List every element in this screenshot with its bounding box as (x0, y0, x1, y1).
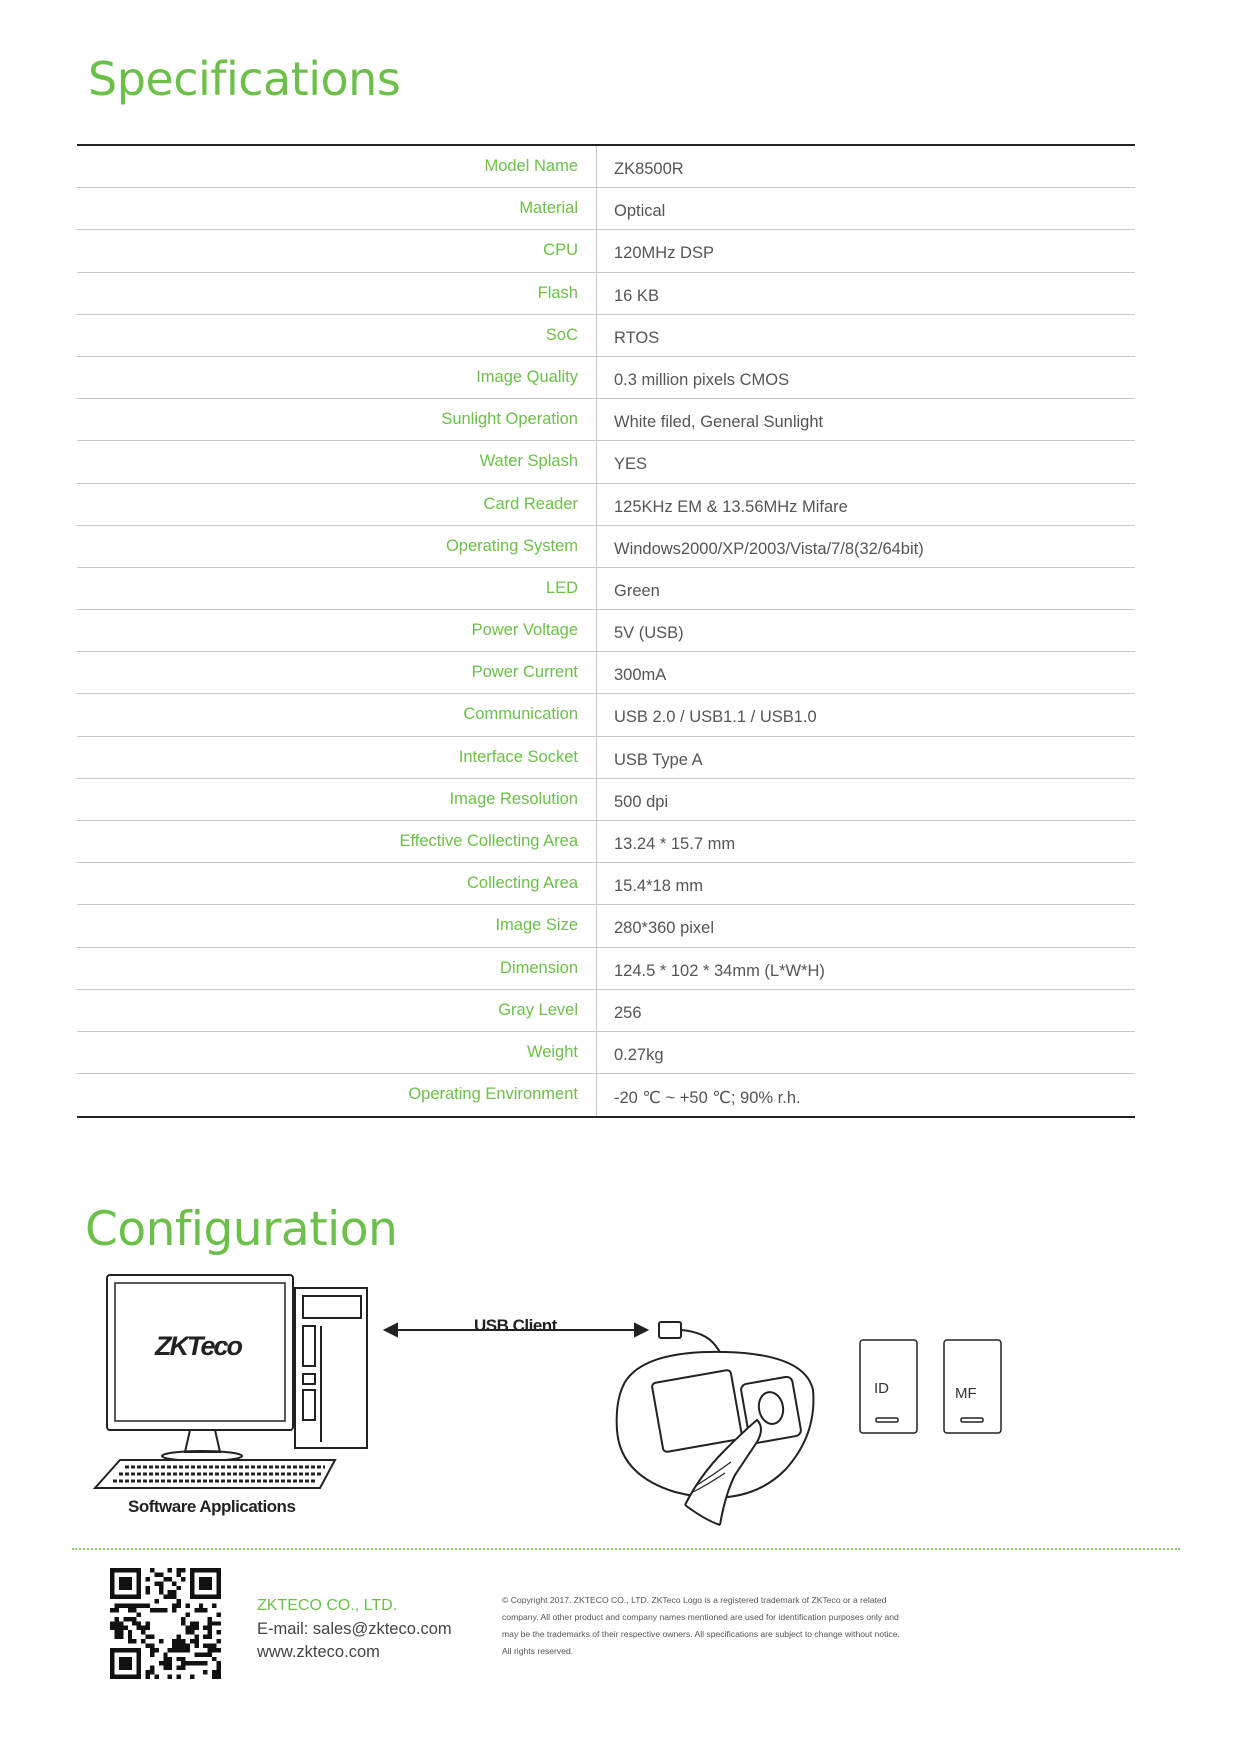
company-name: ZKTECO CO., LTD. (257, 1597, 398, 1614)
spec-label: Image Size (495, 916, 578, 935)
spec-row (77, 821, 1135, 863)
configuration-title: Configuration (85, 1202, 398, 1257)
spec-row (77, 652, 1135, 694)
spec-value: -20 ℃ ~ +50 ℃; 90% r.h. (596, 1074, 1135, 1116)
spec-value: 16 KB (596, 273, 1135, 314)
spec-label: Model Name (484, 157, 578, 175)
company-website: www.zkteco.com (257, 1643, 380, 1661)
spec-label: Dimension (500, 958, 578, 977)
spec-row (77, 568, 1135, 610)
copyright-notice: © Copyright 2017. ZKTECO CO., LTD. ZKTeco Logo is a registered trademark of ZKTeco or a related company. All other product and company names mentioned are used for identification purposes only and may be the trademarks of their respective owners. All specifications are subject to change without notice. All rights reserved. (502, 1595, 900, 1656)
spec-value: 5V (USB) (596, 610, 1135, 651)
spec-label: Flash (537, 283, 578, 302)
spec-row (77, 146, 1135, 188)
qr-code (110, 1568, 221, 1679)
spec-row (77, 357, 1135, 399)
specifications-title: Specifications (88, 52, 401, 106)
spec-label: Image Quality (476, 367, 578, 386)
spec-value: 13.24 * 15.7 mm (596, 821, 1135, 862)
spec-label: Card Reader (483, 494, 578, 513)
spec-label: Operating Environment (408, 1085, 578, 1104)
spec-value: 124.5 * 102 * 34mm (L*W*H) (596, 948, 1135, 989)
spec-value: 125KHz EM & 13.56MHz Mifare (596, 484, 1135, 525)
spec-value: 280*360 pixel (596, 905, 1135, 946)
id-card-label: ID (874, 1380, 889, 1397)
spec-value: Windows2000/XP/2003/Vista/7/8(32/64bit) (596, 526, 1135, 567)
spec-label: Power Voltage (471, 621, 578, 640)
spec-value: 300mA (596, 652, 1135, 693)
spec-row (77, 1032, 1135, 1074)
specifications-table (77, 144, 1135, 1118)
spec-value: 15.4*18 mm (596, 863, 1135, 904)
keyboard-illustration (95, 1460, 335, 1488)
mf-card-label: MF (955, 1385, 977, 1402)
spec-row (77, 990, 1135, 1032)
spec-value: USB Type A (596, 737, 1135, 778)
monitor-illustration (107, 1275, 293, 1461)
spec-label: Interface Socket (458, 747, 578, 766)
spec-label: LED (545, 578, 578, 597)
spec-row (77, 441, 1135, 483)
spec-value: YES (596, 441, 1135, 482)
company-email: E-mail: sales@zkteco.com (257, 1620, 452, 1638)
spec-row (77, 315, 1135, 357)
spec-row (77, 610, 1135, 652)
spec-value: 120MHz DSP (596, 230, 1135, 271)
spec-row (77, 948, 1135, 990)
fingerprint-reader-illustration (617, 1352, 814, 1525)
spec-row (77, 779, 1135, 821)
spec-label: CPU (543, 241, 578, 260)
spec-label: Operating System (445, 536, 578, 555)
spec-row (77, 905, 1135, 947)
spec-label: Weight (526, 1042, 578, 1061)
spec-row (77, 1074, 1135, 1116)
footer-divider (72, 1548, 1180, 1550)
spec-label: Effective Collecting Area (399, 832, 578, 850)
spec-label: Image Resolution (449, 789, 578, 808)
pc-tower-illustration (295, 1288, 367, 1448)
usb-client-label: USB Client (474, 1316, 557, 1335)
spec-row (77, 399, 1135, 441)
spec-value: Green (596, 568, 1135, 609)
spec-value: 0.3 million pixels CMOS (596, 357, 1135, 398)
spec-label: SoC (545, 325, 578, 344)
spec-label: Sunlight Operation (441, 410, 578, 429)
spec-value: White filed, General Sunlight (596, 399, 1135, 440)
spec-value: 500 dpi (596, 779, 1135, 820)
spec-value: Optical (596, 188, 1135, 229)
spec-label: Power Current (471, 663, 578, 682)
spec-value: 256 (596, 990, 1135, 1031)
spec-row (77, 273, 1135, 315)
spec-row (77, 737, 1135, 779)
spec-label: Water Splash (479, 452, 578, 471)
screen-logo: ZKTeco (155, 1331, 242, 1361)
spec-label: Collecting Area (467, 874, 578, 893)
spec-value: RTOS (596, 315, 1135, 356)
spec-label: Material (519, 199, 578, 218)
spec-value: 0.27kg (596, 1032, 1135, 1073)
spec-row (77, 863, 1135, 905)
spec-value: ZK8500R (596, 146, 1135, 187)
spec-row (77, 694, 1135, 736)
software-applications-label: Software Applications (128, 1497, 296, 1516)
spec-label: Communication (463, 705, 578, 724)
spec-row (77, 230, 1135, 272)
spec-label: Gray Level (498, 1000, 578, 1019)
spec-row (77, 188, 1135, 230)
spec-value: USB 2.0 / USB1.1 / USB1.0 (596, 694, 1135, 735)
spec-row (77, 484, 1135, 526)
spec-row (77, 526, 1135, 568)
